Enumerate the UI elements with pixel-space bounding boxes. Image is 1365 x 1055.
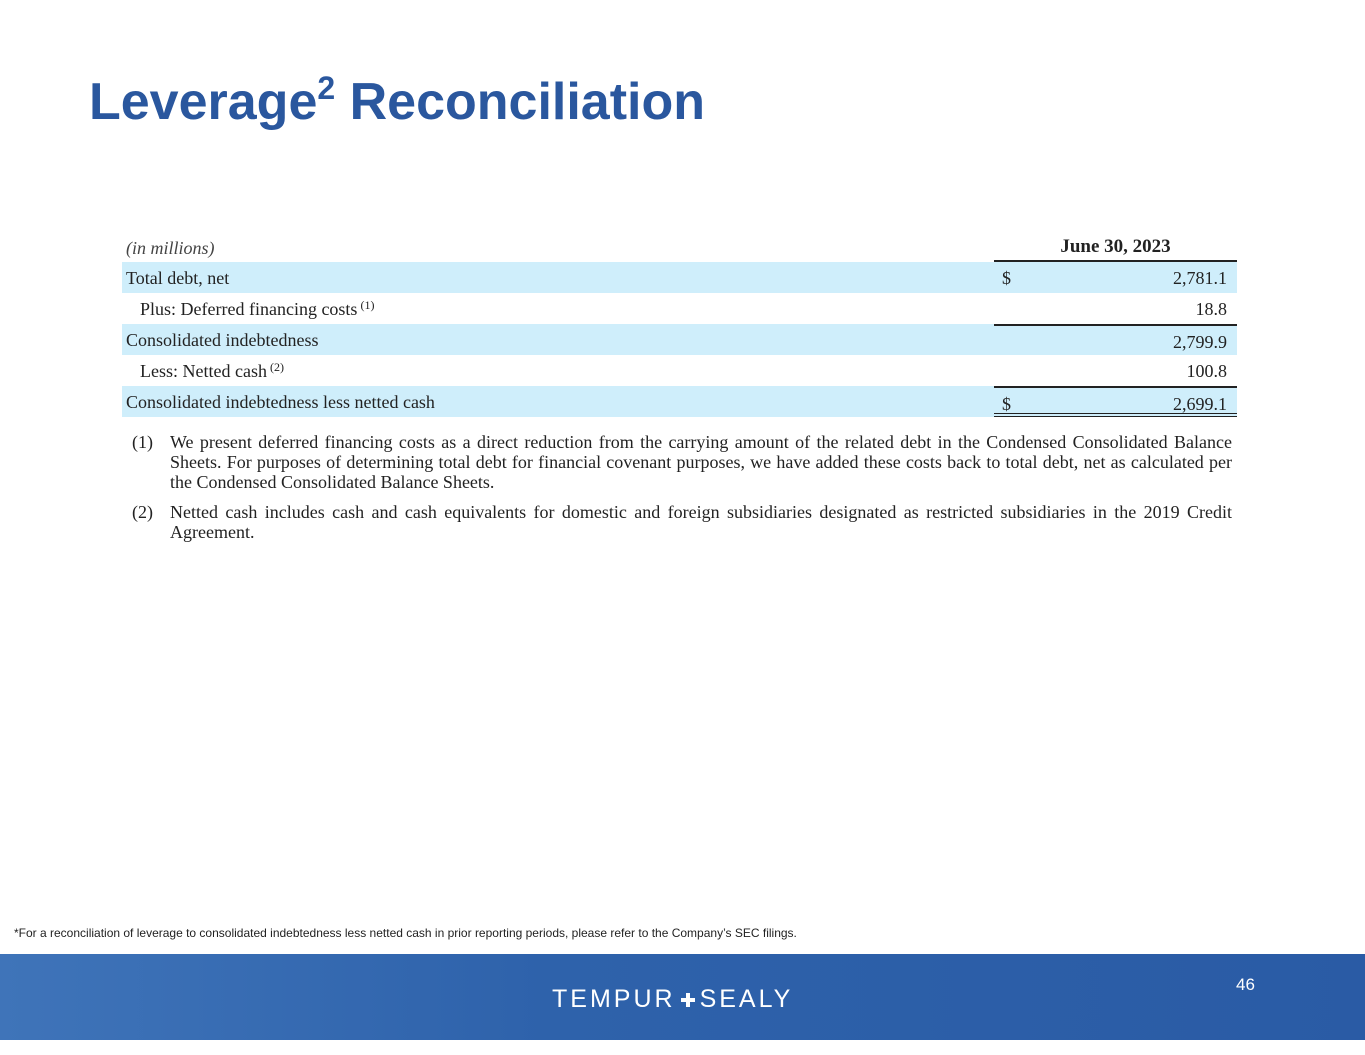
table-row-consolidated-indebtedness [122,324,1237,355]
footnote-ref: (2) [269,360,284,374]
title-main: Leverage [89,73,318,131]
table-header [122,232,1237,262]
table-row-deferred-financing [122,293,1237,324]
row-value: 2,699.1 [1173,394,1227,414]
reconciliation-table [122,232,1237,417]
footnote-number: (1) [132,432,153,452]
currency-symbol: $ [1002,394,1011,414]
column-header: June 30, 2023 [994,236,1237,262]
row-value: 18.8 [1195,299,1227,319]
row-label-text: Less: Netted cash [140,361,267,381]
plus-icon [680,992,696,1008]
row-label: Total debt, net [126,268,230,288]
currency-symbol: $ [1002,268,1011,288]
logo-text-right: SEALY [699,985,794,1013]
footnote-2 [132,502,1232,542]
row-label [140,361,284,382]
row-label-text: Plus: Deferred financing costs [140,299,358,319]
value-cell [994,386,1237,417]
footer-band [0,954,1365,1055]
row-value: 2,781.1 [1173,268,1227,288]
logo-text-left: TEMPUR [552,985,676,1013]
unit-label: (in millions) [126,238,215,258]
value-cell [994,293,1237,324]
page-title [89,70,705,134]
footnotes [132,432,1232,552]
value-cell [994,262,1237,293]
footnote-number: (2) [132,502,153,522]
table-row-netted-cash [122,355,1237,386]
value-cell [994,355,1237,386]
title-superscript: 2 [317,70,336,106]
brand-logo [552,985,793,1014]
footnote-text: Netted cash includes cash and cash equivalents for domestic and foreign subsidiaries designated as restricted subsidiaries in the 2019 Credit Agreement. [170,502,1232,542]
footnote-text: We present deferred financing costs as a direct reduction from the carrying amount of the related debt in the Condensed Consolidated Balance Sheets. For purposes of determining total debt for financial covenant purposes, we have added these costs back to total debt, net as calculated per the Condensed Consolidated Balance Sheets. [170,432,1232,492]
value-cell [994,324,1237,355]
row-value: 2,799.9 [1173,332,1227,352]
row-label: Consolidated indebtedness [126,330,319,350]
table-row-total-debt [122,262,1237,293]
row-label: Consolidated indebtedness less netted cash [126,392,435,412]
title-rest: Reconciliation [335,73,706,131]
footnote-ref: (1) [360,298,375,312]
row-label [140,299,374,320]
row-value: 100.8 [1186,361,1227,381]
page-number: 46 [1236,975,1255,994]
footnote-1 [132,432,1232,492]
table-row-indebtedness-less-cash [122,386,1237,417]
disclaimer-note: *For a reconciliation of leverage to consolidated indebtedness less netted cash in prior reporting periods, please refer to the Company’s SEC filings. [14,926,797,940]
